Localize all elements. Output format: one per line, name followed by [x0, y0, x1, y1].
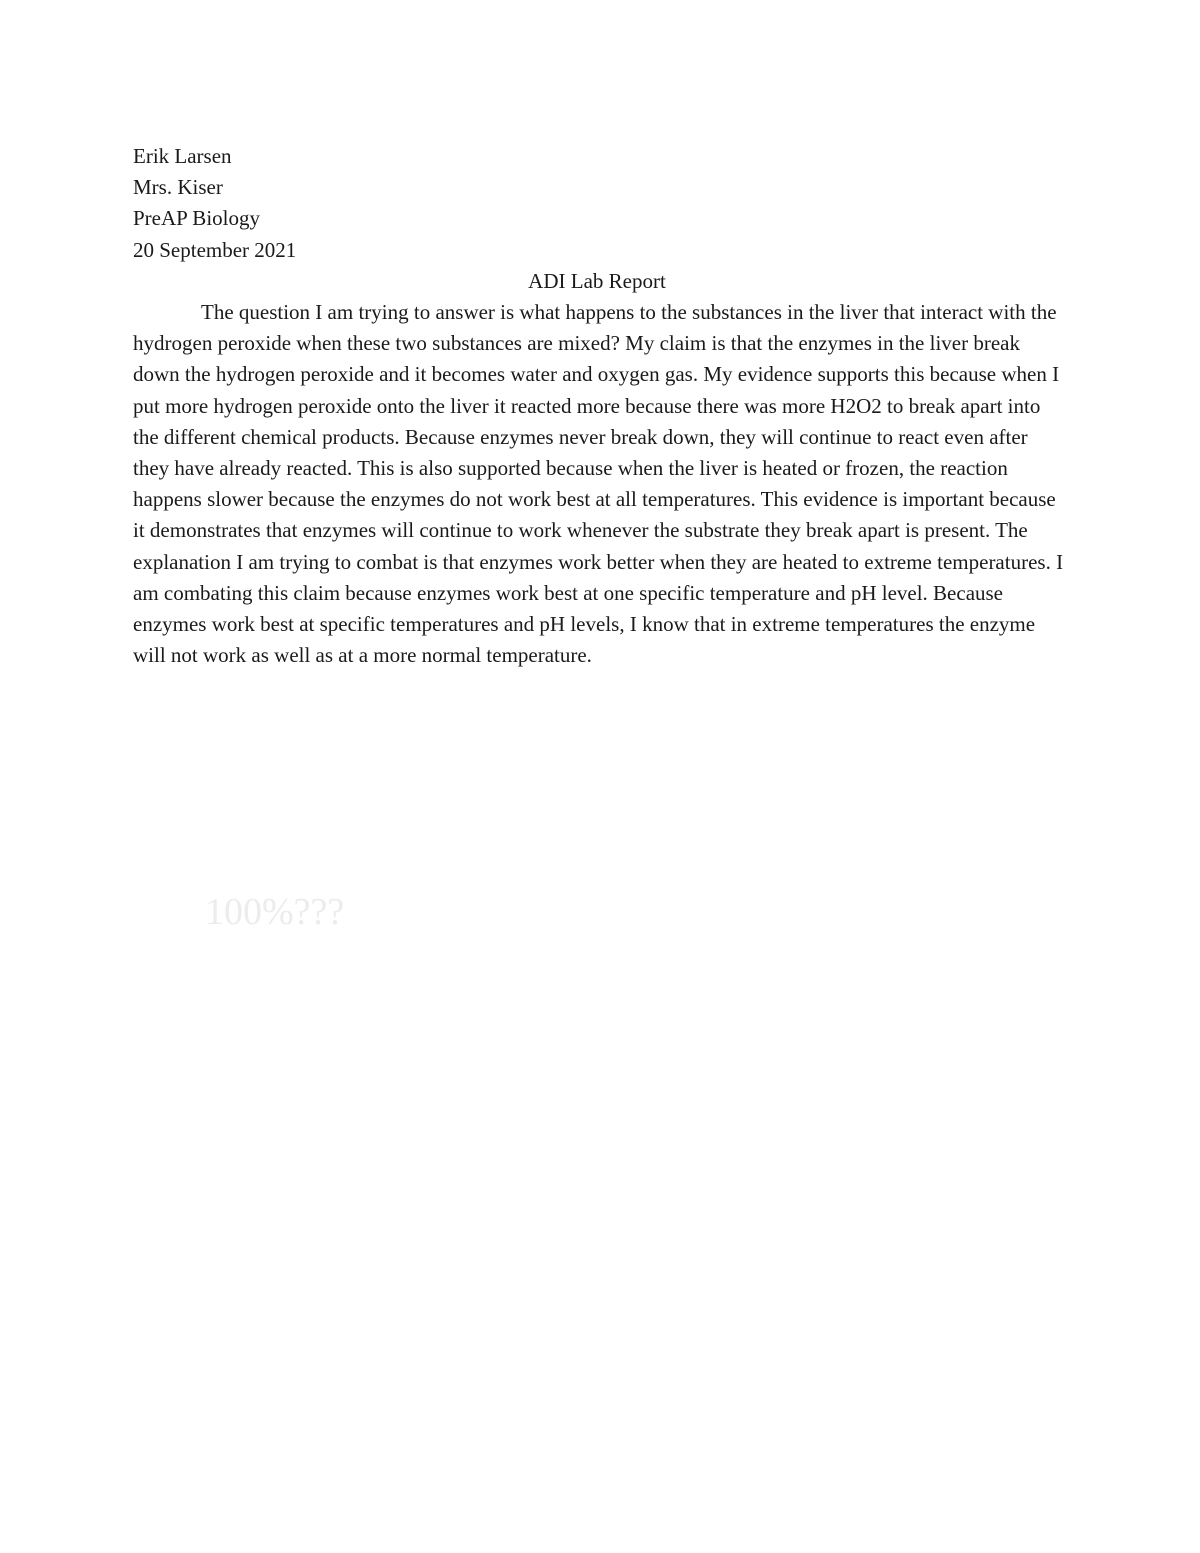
student-name: Erik Larsen	[133, 144, 232, 168]
teacher-name: Mrs. Kiser	[133, 175, 223, 200]
body-paragraph: The question I am trying to answer is what happens to the substances in the liver that interact with the hydrogen peroxide when these two substances are mixed? My claim is that the enzymes in the liver break down the hydrogen peroxide and it becomes water and oxygen gas. My evidence supports this because when I put more hydrogen peroxide onto the liver it reacted more because there was more H2O2 to break apart into the different chemical products. Because enzymes never break down, they will continue to react even after they have already reacted. This is also supported because when the liver is heated or frozen, the reaction happens slower because the enzymes do not work best at all temperatures. This evidence is important because it demonstrates that enzymes will continue to work whenever the substrate they break apart is present. The explanation I am trying to combat is that enzymes work better when they are heated to extreme temperatures. I am combating this claim because enzymes work best at one specific temperature and pH level. Because enzymes work best at specific temperatures and pH levels, I know that in extreme temperatures the enzyme will not work as well as at a more normal temperature.	[133, 300, 1064, 668]
report-body	[133, 297, 1069, 671]
report-title: ADI Lab Report	[528, 269, 666, 293]
course-name: PreAP Biology	[133, 206, 260, 231]
report-date: 20 September 2021	[133, 237, 297, 262]
grade-annotation: 100%???	[205, 891, 345, 933]
header-block	[133, 141, 296, 266]
